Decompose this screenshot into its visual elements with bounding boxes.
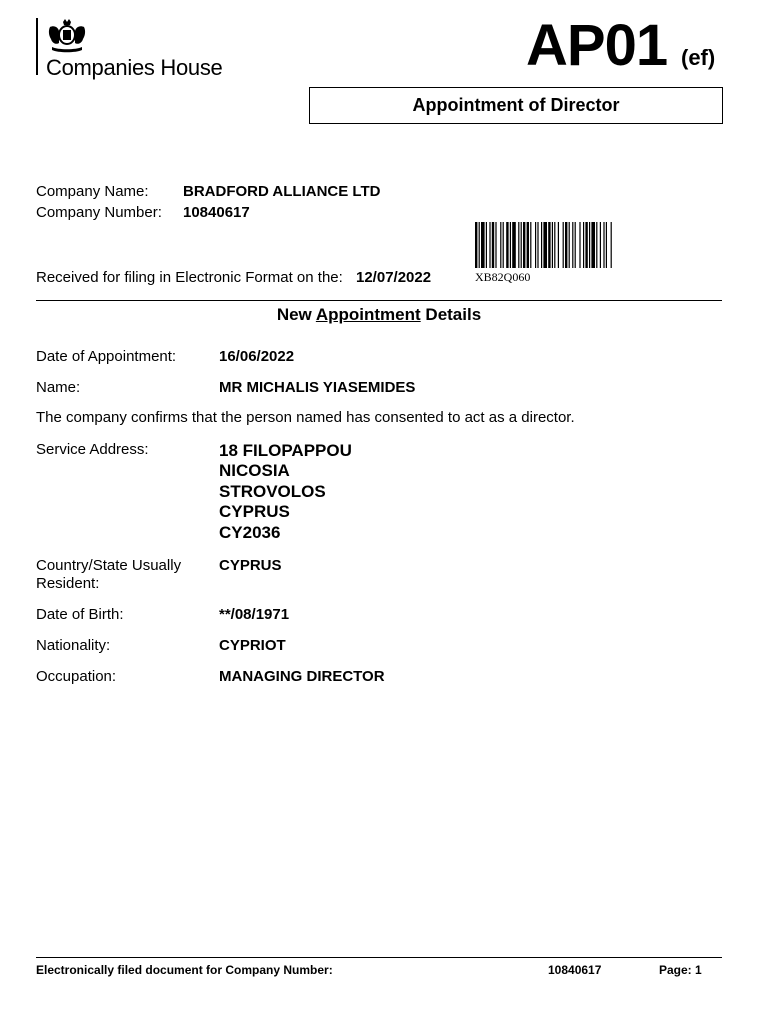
service-address-block bbox=[219, 441, 352, 543]
director-name-value: MR MICHALIS YIASEMIDES bbox=[219, 379, 416, 396]
barcode-bar bbox=[506, 222, 508, 268]
barcode-bar bbox=[521, 222, 522, 268]
footer-text: Electronically filed document for Company Number: bbox=[36, 963, 333, 977]
footer-divider bbox=[36, 957, 722, 958]
barcode-bar bbox=[569, 222, 570, 268]
logo-divider bbox=[36, 18, 38, 75]
barcode-bar bbox=[541, 222, 542, 268]
company-name-label: Company Name: bbox=[36, 183, 149, 200]
barcode-bar bbox=[548, 222, 550, 268]
appointment-date-value: 16/06/2022 bbox=[219, 348, 295, 365]
barcode-bar bbox=[486, 222, 487, 268]
barcode-bar bbox=[600, 222, 601, 268]
barcode-bar bbox=[479, 222, 480, 268]
barcode-bar bbox=[535, 222, 536, 268]
barcode-bar bbox=[503, 222, 504, 268]
barcode-bar bbox=[489, 222, 490, 268]
form-title-box bbox=[309, 87, 723, 124]
barcode-bar bbox=[495, 222, 496, 268]
dob-label: Date of Birth: bbox=[36, 606, 124, 623]
barcode-bar bbox=[591, 222, 595, 268]
form-code: AP01 bbox=[526, 13, 668, 78]
address-line: NICOSIA bbox=[219, 461, 290, 481]
section-divider bbox=[36, 300, 722, 301]
barcode-bar bbox=[510, 222, 511, 268]
barcode-bar bbox=[596, 222, 597, 268]
barcode-bar bbox=[563, 222, 564, 268]
barcode-bar bbox=[583, 222, 584, 268]
companies-house-logo-text: Companies House bbox=[46, 55, 223, 80]
company-name-value: BRADFORD ALLIANCE LTD bbox=[183, 183, 381, 200]
barcode-bar bbox=[481, 222, 485, 268]
barcode-bar bbox=[579, 222, 580, 268]
received-label: Received for filing in Electronic Format on the: bbox=[36, 269, 343, 286]
barcode-bar bbox=[512, 222, 516, 268]
nationality-value: CYPRIOT bbox=[219, 637, 286, 654]
barcode-bar bbox=[552, 222, 553, 268]
barcode-bar bbox=[565, 222, 567, 268]
barcode-bar bbox=[523, 222, 525, 268]
barcode-bar bbox=[585, 222, 587, 268]
form-code-suffix: (ef) bbox=[681, 45, 716, 70]
section-title-underlined: Appointment bbox=[315, 305, 421, 324]
footer-page-number: Page: 1 bbox=[659, 963, 702, 977]
dob-value: **/08/1971 bbox=[219, 606, 290, 623]
residence-label-line2: Resident: bbox=[36, 575, 100, 592]
barcode-bar bbox=[543, 222, 547, 268]
occupation-label: Occupation: bbox=[36, 668, 117, 685]
barcode-bar bbox=[500, 222, 501, 268]
barcode-bar bbox=[558, 222, 559, 268]
barcode-bar bbox=[606, 222, 607, 268]
received-date-value: 12/07/2022 bbox=[356, 269, 432, 286]
barcode-bar bbox=[603, 222, 604, 268]
occupation-value: MANAGING DIRECTOR bbox=[219, 668, 385, 685]
residence-value: CYPRUS bbox=[219, 557, 282, 574]
barcode-bar bbox=[572, 222, 573, 268]
address-line: CY2036 bbox=[219, 522, 281, 542]
appointment-date-label: Date of Appointment: bbox=[36, 348, 177, 365]
section-title-pre: New bbox=[276, 305, 316, 324]
barcode-bar bbox=[475, 222, 477, 268]
address-line: STROVOLOS bbox=[219, 481, 326, 501]
barcode-bar bbox=[554, 222, 555, 268]
barcode-bar bbox=[589, 222, 590, 268]
consent-statement: The company confirms that the person named has consented to act as a director. bbox=[36, 409, 575, 426]
form-title: Appointment of Director bbox=[412, 95, 620, 115]
address-line: CYPRUS bbox=[219, 502, 290, 522]
barcode-id: XB82Q060 bbox=[475, 270, 531, 284]
section-title bbox=[36, 305, 722, 325]
barcode-bar bbox=[611, 222, 612, 268]
barcode-bar bbox=[537, 222, 538, 268]
company-number-value: 10840617 bbox=[183, 204, 250, 221]
royal-crest-icon bbox=[46, 19, 88, 53]
service-address-label: Service Address: bbox=[36, 441, 149, 458]
section-title-post: Details bbox=[420, 305, 482, 324]
barcode-bar bbox=[527, 222, 529, 268]
company-number-label: Company Number: bbox=[36, 204, 162, 221]
barcode bbox=[475, 222, 715, 268]
nationality-label: Nationality: bbox=[36, 637, 111, 654]
residence-label-line1: Country/State Usually bbox=[36, 557, 182, 574]
director-name-label: Name: bbox=[36, 379, 81, 396]
barcode-bar bbox=[530, 222, 531, 268]
barcode-bar bbox=[518, 222, 519, 268]
address-line: 18 FILOPAPPOU bbox=[219, 441, 352, 460]
barcode-bar bbox=[492, 222, 494, 268]
footer-company-number: 10840617 bbox=[548, 963, 602, 977]
barcode-bar bbox=[575, 222, 576, 268]
